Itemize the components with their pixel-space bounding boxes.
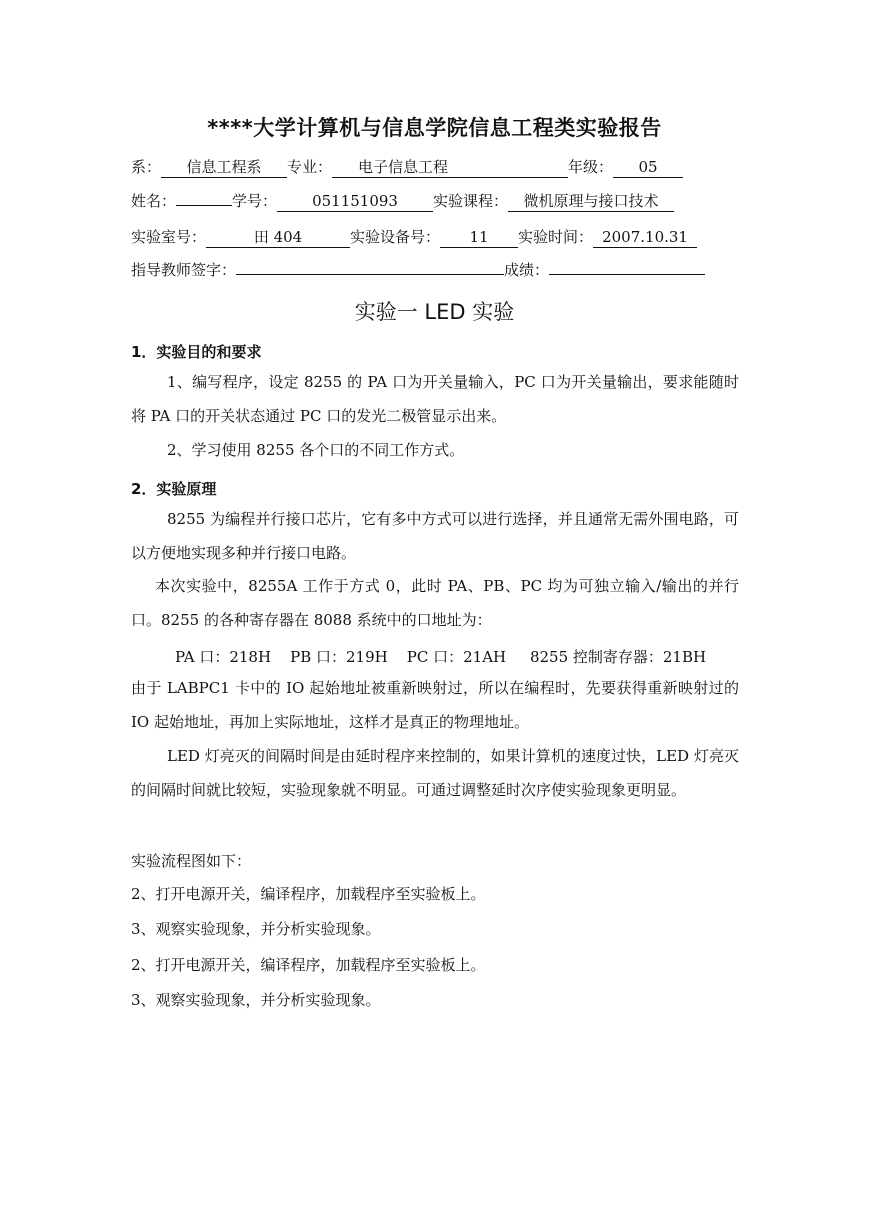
dept-value: 信息工程系 (161, 157, 287, 178)
form-row-1 (131, 156, 683, 178)
equipment-label: 实验设备号： (350, 228, 441, 246)
lab-room-label: 实验室号： (131, 228, 207, 246)
course-value: 微机原理与接口技术 (508, 191, 674, 212)
flowchart-label: 实验流程图如下： (131, 852, 252, 870)
form-row-2 (131, 190, 674, 212)
step-item: 2、打开电源开关，编译程序，加载程序至实验板上。 (131, 885, 486, 903)
form-row-3 (131, 226, 697, 248)
score-value (549, 274, 705, 275)
form-row-4 (131, 259, 705, 281)
lab-room-value: 田 404 (206, 227, 350, 248)
dept-label: 系： (131, 158, 162, 176)
grade-value: 05 (613, 157, 683, 178)
section-heading-principle: 2．实验原理 (131, 480, 217, 498)
section-heading-objectives: 1．实验目的和要求 (131, 343, 262, 361)
report-title: ****大学计算机与信息学院信息工程类实验报告 (207, 116, 662, 140)
principle-paragraph-4: LED 灯亮灭的间隔时间是由延时程序来控制的，如果计算机的速度过快，LED 灯亮灭的间隔时间就比较短，实验现象就不明显。可通过调整延时次序使实验现象更明显。 (131, 747, 739, 799)
name-label: 姓名： (131, 192, 177, 210)
teacher-signature-label: 指导教师签字： (131, 261, 237, 279)
experiment-title: 实验一 LED 实验 (354, 300, 515, 324)
exp-time-value: 2007.10.31 (593, 227, 697, 248)
principle-paragraph-1: 8255 为编程并行接口芯片，它有多中方式可以进行选择，并且通常无需外围电路，可以方便地实现多种并行接口电路。 (131, 510, 739, 562)
equipment-value: 11 (440, 227, 518, 248)
step-item: 3、观察实验现象，并分析实验现象。 (131, 920, 381, 938)
student-id-value: 051151093 (277, 191, 433, 212)
principle-paragraph-2: 本次实验中，8255A 工作于方式 0，此时 PA、PB、PC 均为可独立输入/输出的并行口。8255 的各种寄存器在 8088 系统中的口地址为： (131, 577, 739, 629)
grade-label: 年级： (568, 158, 614, 176)
objective-paragraph-2: 2、学习使用 8255 各个口的不同工作方式。 (167, 441, 465, 459)
port-address-line: PA 口：218H PB 口：219H PC 口：21AH 8255 控制寄存器：21BH (175, 648, 707, 666)
student-id-label: 学号： (232, 192, 278, 210)
step-item: 3、观察实验现象，并分析实验现象。 (131, 991, 381, 1009)
major-value: 电子信息工程 (332, 157, 568, 178)
name-value (176, 205, 232, 206)
course-label: 实验课程： (433, 192, 509, 210)
step-item: 2、打开电源开关，编译程序，加载程序至实验板上。 (131, 956, 486, 974)
score-label: 成绩： (504, 261, 550, 279)
teacher-signature-value (236, 274, 504, 275)
objective-paragraph-1: 1、编写程序，设定 8255 的 PA 口为开关量输入，PC 口为开关量输出，要求能随时将 PA 口的开关状态通过 PC 口的发光二极管显示出来。 (131, 373, 739, 425)
principle-paragraph-3: 由于 LABPC1 卡中的 IO 起始地址被重新映射过，所以在编程时，先要获得重新映射过的 IO 起始地址，再加上实际地址，这样才是真正的物理地址。 (131, 679, 739, 731)
major-label: 专业： (287, 158, 333, 176)
exp-time-label: 实验时间： (518, 228, 594, 246)
